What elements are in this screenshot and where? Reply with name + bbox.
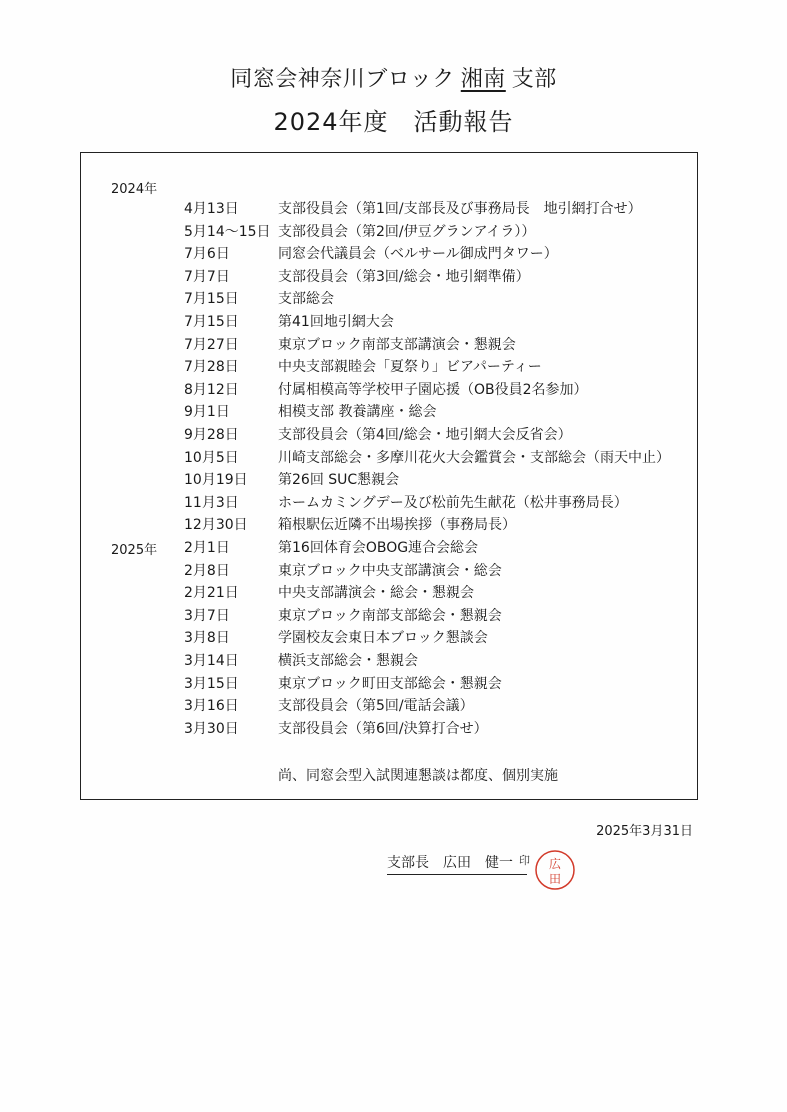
seal-char-1: 広 [548,857,562,871]
activity-date: 11月3日 [184,494,239,511]
activity-date: 4月13日 [184,201,239,217]
seal-mark: 印 [519,854,530,867]
activity-date: 7月15日 [184,314,239,330]
activity-event: 東京ブロック南部支部講演会・懇親会 [278,336,516,353]
activity-date: 12月30日 [184,517,248,534]
activity-date: 3月14日 [184,653,239,669]
activity-event: 箱根駅伝近隣不出場挨拶（事務局長） [278,517,516,534]
activity-event: 支部役員会（第6回/決算打合せ） [278,720,488,737]
activity-date: 2月8日 [184,562,230,579]
activity-row [81,650,697,673]
activity-date: 3月30日 [184,720,239,737]
activity-row [81,582,697,605]
document-title [0,62,787,93]
activity-event: 学園校友会東日本ブロック懇談会 [278,630,488,647]
activity-event: 横浜支部総会・懇親会 [278,653,418,669]
title-branch: 湘南 [460,67,506,92]
activity-row [81,311,697,334]
activity-event: 支部役員会（第3回/総会・地引網準備） [278,268,530,285]
activity-event: 同窓会代議員会（ベルサール御成門タワー） [278,246,558,263]
activity-row [81,334,697,357]
activity-row [81,266,697,289]
activity-row [81,401,697,424]
title-prefix: 同窓会神奈川ブロック [230,67,455,92]
activity-row [81,718,697,741]
activity-row [81,627,697,650]
activity-row [81,560,697,583]
activity-date: 3月8日 [184,630,230,647]
activity-row [81,673,697,696]
activity-row [81,379,697,402]
activity-date: 10月19日 [184,472,248,489]
activity-row [81,356,697,379]
signature-line [387,852,527,875]
activity-note: 尚、同窓会型入試関連懇談は都度、個別実施 [278,768,558,784]
activity-date: 7月15日 [184,291,239,308]
activity-row [81,695,697,718]
activity-row [81,492,697,515]
title-suffix: 支部 [511,67,557,92]
activity-row [81,469,697,492]
activity-event: 東京ブロック南部支部総会・懇親会 [278,607,502,624]
activity-date: 3月7日 [184,607,230,624]
activity-date: 3月15日 [184,675,239,692]
year-label-2025: 2025年 [111,543,158,558]
activity-date: 5月14～15日 [184,223,271,240]
seal-char-2: 田 [548,872,562,886]
activity-date: 7月7日 [184,268,230,285]
activity-event: 付属相模高等学校甲子園応援（OB役員2名参加） [278,381,588,398]
activity-event: 中央支部講演会・総会・懇親会 [278,585,474,602]
activity-list-box [80,152,698,800]
activity-row [81,221,697,244]
activity-date: 10月5日 [184,449,239,466]
activity-row [81,198,697,221]
activity-row [81,243,697,266]
activity-event: 第41回地引網大会 [278,314,394,330]
activity-date: 7月28日 [184,359,239,376]
activity-date: 7月27日 [184,336,239,353]
activity-date: 9月28日 [184,427,239,443]
signer-role: 支部長 [387,855,429,871]
activity-date: 9月1日 [184,404,230,421]
activity-row [81,514,697,537]
activity-row [81,447,697,470]
activity-event: 第26回 SUC懇親会 [278,472,400,489]
activity-event: 支部役員会（第1回/支部長及び事務局長 地引網打合せ） [278,201,642,217]
activity-event: 東京ブロック町田支部総会・懇親会 [278,675,502,692]
activity-event: 支部役員会（第4回/総会・地引網大会反省会） [278,427,572,443]
activity-event: 川崎支部総会・多摩川花火大会鑑賞会・支部総会（雨天中止） [278,449,670,466]
activity-row [81,288,697,311]
activity-event: 支部役員会（第2回/伊豆グランアイラ）） [278,223,536,240]
signer-name: 広田 健一 [443,855,513,871]
activity-date: 7月6日 [184,246,230,263]
activity-event: 相模支部 教養講座・総会 [278,404,437,421]
activity-event: ホームカミングデー及び松前先生献花（松井事務局長） [278,494,628,511]
activity-date: 2月1日 [184,540,230,556]
activity-date: 8月12日 [184,381,239,398]
document-date: 2025年3月31日 [596,824,693,839]
document-subtitle: 2024年度 活動報告 [273,108,514,136]
activity-event: 支部役員会（第5回/電話会議） [278,698,474,715]
activity-row [81,605,697,628]
activity-date: 2月21日 [184,585,239,602]
activity-event: 中央支部親睦会「夏祭り」ビアパーティー [278,359,542,376]
hanko-seal-icon [533,848,577,892]
activity-event: 第16回体育会OBOG連合会総会 [278,540,479,556]
activity-row [81,537,697,560]
activity-event: 支部総会 [278,291,334,308]
year-label-2024: 2024年 [111,182,158,197]
activity-date: 3月16日 [184,698,239,715]
activity-row [81,424,697,447]
activity-event: 東京ブロック中央支部講演会・総会 [278,562,502,579]
